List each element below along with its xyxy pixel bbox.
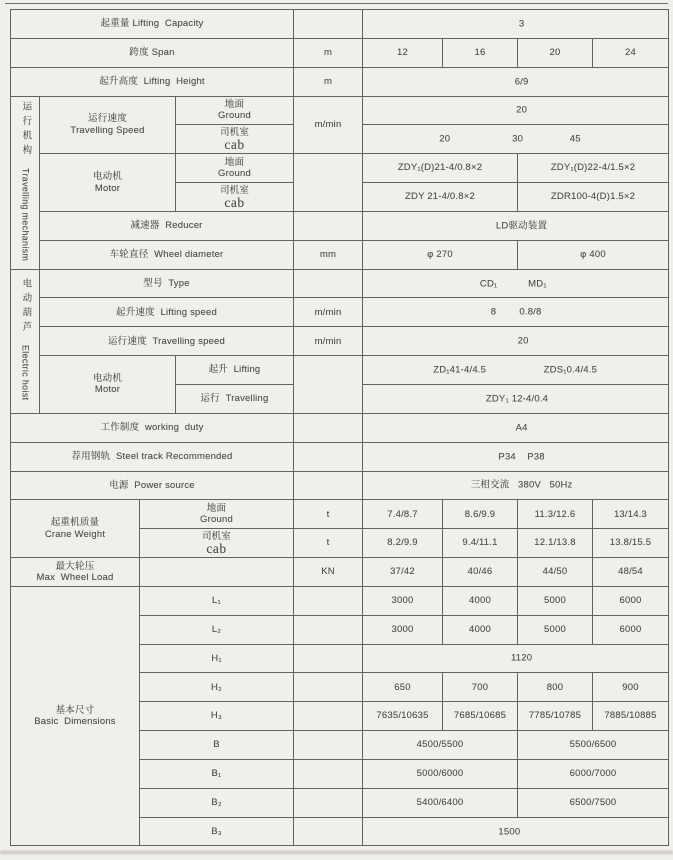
- row-crane-weight-ground: [11, 500, 669, 529]
- crane-weight-ground-v3: 11.3/12.6: [518, 500, 593, 529]
- hoist-lifting-speed-v2: 0.8/8: [519, 306, 542, 318]
- span-value-12: 12: [363, 38, 443, 67]
- row-power-source: [11, 471, 669, 500]
- steel-track-value: P34 P38: [498, 450, 545, 462]
- working-duty-label: 工作制度 working duty: [11, 413, 294, 442]
- dim-l2-unit: [294, 615, 363, 644]
- cab-speed-30: 30: [512, 133, 524, 145]
- electric-hoist-vertical-label: [20, 278, 31, 400]
- cab-speed-20: 20: [439, 133, 451, 145]
- dim-l1-v4: 6000: [593, 586, 669, 615]
- motor-ground-right-value: ZDY₁(D)22-4/1.5×2: [518, 154, 669, 183]
- dim-b1-left: 5000/6000: [363, 759, 518, 788]
- wheel-diameter-400: φ 400: [518, 240, 669, 269]
- motor-unit: [294, 154, 363, 212]
- crane-weight-label: [11, 500, 140, 558]
- travelling-speed-unit: m/min: [294, 96, 363, 154]
- ground-en: Ground: [218, 110, 251, 122]
- row-travelling-speed-ground: [11, 96, 669, 125]
- dim-l1-v3: 5000: [518, 586, 593, 615]
- working-duty-value: A4: [515, 422, 528, 434]
- crane-weight-cab-v2: 9.4/11.1: [443, 529, 518, 558]
- lifting-height-value-cell: [363, 67, 669, 96]
- dim-b2-sublabel: B₂: [140, 788, 294, 817]
- dim-l2-v1: 3000: [363, 615, 443, 644]
- dim-h2-v3: 800: [518, 673, 593, 702]
- crane-weight-ground-v2: 8.6/9.9: [443, 500, 518, 529]
- hoist-type-md1: MD₁: [528, 277, 547, 289]
- travelling-speed-label: [40, 96, 176, 154]
- span-value-24: 24: [593, 38, 669, 67]
- crane-weight-ground-sublabel: [140, 500, 294, 529]
- crane-weight-en: Crane Weight: [44, 528, 106, 540]
- dim-b3-value-cell: [363, 817, 669, 846]
- dim-h3-v4: 7885/10885: [593, 702, 669, 731]
- dim-h2-v2: 700: [443, 673, 518, 702]
- electric-hoist-en: Electric hoist: [20, 345, 31, 401]
- basic-dimensions-en: Basic Dimensions: [34, 716, 116, 728]
- motor-zh: 电动机: [92, 171, 123, 183]
- basic-dimensions-zh: 基本尺寸: [55, 704, 95, 716]
- dim-b2-right: 6500/7500: [518, 788, 669, 817]
- lifting-height-value: 6/9: [514, 75, 529, 87]
- hoist-lifting-speed-v1: 8: [490, 306, 497, 318]
- working-duty-value-cell: [363, 413, 669, 442]
- crane-weight-cab-v4: 13.8/15.5: [593, 529, 669, 558]
- dim-b3-unit: [294, 817, 363, 846]
- hoist-travelling-speed-value-cell: [363, 327, 669, 356]
- lifting-capacity-value: 3: [518, 18, 525, 30]
- travelling-speed-en: Travelling Speed: [70, 124, 145, 136]
- hoist-motor-travelling-value-cell: [363, 384, 669, 413]
- max-wheel-load-v2: 40/46: [443, 558, 518, 587]
- steel-track-label: 荐用钢轨 Steel track Recommended: [11, 442, 294, 471]
- max-wheel-load-empty-cell: [140, 558, 294, 587]
- dim-b-sublabel: B: [140, 731, 294, 760]
- dim-b-right: 5500/6500: [518, 731, 669, 760]
- hoist-motor-label: [40, 356, 176, 414]
- max-wheel-load-v1: 37/42: [363, 558, 443, 587]
- travelling-speed-ground-value-cell: [363, 96, 669, 125]
- max-wheel-load-zh: 最大轮压: [55, 560, 95, 572]
- row-dim-l1: [11, 586, 669, 615]
- cab-en: cab: [224, 137, 245, 153]
- reducer-value: LD驱动装置: [495, 220, 548, 232]
- hoist-motor-en: Motor: [94, 384, 121, 396]
- dim-b-left: 4500/5500: [363, 731, 518, 760]
- hoist-lifting-speed-label: 起升速度 Lifting speed: [40, 298, 294, 327]
- max-wheel-load-v4: 48/54: [593, 558, 669, 587]
- hoist-motor-lifting-values-cell: [363, 356, 669, 385]
- wheel-diameter-label: 车轮直径 Wheel diameter: [40, 240, 294, 269]
- span-value-16: 16: [443, 38, 518, 67]
- span-value-20: 20: [518, 38, 593, 67]
- dim-h3-sublabel: H₃: [140, 702, 294, 731]
- hoist-motor-zh: 电动机: [92, 373, 123, 385]
- motor-en: Motor: [94, 182, 121, 194]
- crane-weight-ground-v1: 7.4/8.7: [363, 500, 443, 529]
- hoist-travelling-speed-label: 运行速度 Travelling speed: [40, 327, 294, 356]
- dim-h1-value: 1120: [510, 652, 533, 664]
- dim-h2-unit: [294, 673, 363, 702]
- crane-weight-ground-unit: t: [294, 500, 363, 529]
- top-rule-line: [5, 3, 668, 4]
- motor-ground-left-value: ZDY₁(D)21-4/0.8×2: [363, 154, 518, 183]
- ground-zh: 地面: [224, 156, 245, 168]
- motor-label: [40, 154, 176, 212]
- section-electric-hoist: [11, 269, 40, 413]
- section-travelling-mechanism: [11, 96, 40, 269]
- power-source-value: 三相交流 380V 50Hz: [470, 479, 573, 491]
- ground-en: Ground: [218, 168, 251, 180]
- dim-b3-sublabel: B₃: [140, 817, 294, 846]
- hoist-lifting-speed-unit: m/min: [294, 298, 363, 327]
- max-wheel-load-unit: KN: [294, 558, 363, 587]
- dim-b3-value: 1500: [498, 825, 521, 837]
- dim-b1-unit: [294, 759, 363, 788]
- lifting-capacity-value-cell: [363, 10, 669, 39]
- travelling-mechanism-vertical-label: [20, 101, 31, 261]
- row-hoist-motor-lifting: [11, 356, 669, 385]
- dim-b2-left: 5400/6400: [363, 788, 518, 817]
- dim-l1-sublabel: L₁: [140, 586, 294, 615]
- reducer-unit: [294, 211, 363, 240]
- basic-dimensions-label: [11, 586, 140, 846]
- cab-speed-45: 45: [569, 133, 581, 145]
- hoist-type-unit: [294, 269, 363, 298]
- row-hoist-type: [11, 269, 669, 298]
- motor-cab-sublabel: [176, 183, 294, 212]
- dim-h3-v2: 7685/10685: [443, 702, 518, 731]
- dim-l1-v2: 4000: [443, 586, 518, 615]
- row-lifting-height: [11, 67, 669, 96]
- row-motor-ground: [11, 154, 669, 183]
- hoist-type-cd1: CD₁: [479, 277, 498, 289]
- travelling-speed-cab-sublabel: [176, 125, 294, 154]
- row-max-wheel-load: [11, 558, 669, 587]
- power-source-value-cell: [363, 471, 669, 500]
- dim-b2-unit: [294, 788, 363, 817]
- row-steel-track: [11, 442, 669, 471]
- crane-weight-cab-unit: t: [294, 529, 363, 558]
- hoist-motor-travelling-value: ZDY₁ 12-4/0.4: [485, 393, 549, 405]
- row-hoist-lifting-speed: [11, 298, 669, 327]
- crane-weight-cab-sublabel: [140, 529, 294, 558]
- row-hoist-travelling-speed: [11, 327, 669, 356]
- lifting-height-label: 起升高度 Lifting Height: [11, 67, 294, 96]
- crane-weight-zh: 起重机质量: [50, 517, 100, 529]
- dim-h3-unit: [294, 702, 363, 731]
- wheel-diameter-270: φ 270: [363, 240, 518, 269]
- dim-h2-v4: 900: [593, 673, 669, 702]
- travelling-speed-ground-value: 20: [516, 104, 528, 116]
- hoist-lifting-speed-values-cell: [363, 298, 669, 327]
- travelling-speed-cab-values-cell: [363, 125, 669, 154]
- travelling-speed-zh: 运行速度: [88, 113, 127, 125]
- ground-zh: 地面: [206, 502, 227, 514]
- max-wheel-load-label: [11, 558, 140, 587]
- wheel-diameter-unit: mm: [294, 240, 363, 269]
- hoist-motor-lifting-v1: ZD₁41-4/4.5: [433, 364, 487, 376]
- dim-l2-v2: 4000: [443, 615, 518, 644]
- hoist-motor-lifting-v2: ZDS₁0.4/4.5: [543, 364, 598, 376]
- dim-l2-sublabel: L₂: [140, 615, 294, 644]
- power-source-unit: [294, 471, 363, 500]
- motor-cab-right-value: ZDR100-4(D)1.5×2: [518, 183, 669, 212]
- crane-weight-cab-v3: 12.1/13.8: [518, 529, 593, 558]
- bottom-scan-smudge: [0, 851, 673, 854]
- travelling-mechanism-zh: 运行机构: [20, 100, 32, 159]
- electric-hoist-zh: 电动葫芦: [20, 278, 32, 337]
- row-working-duty: [11, 413, 669, 442]
- cab-zh: 司机室: [219, 184, 250, 196]
- power-source-label: 电源 Power source: [11, 471, 294, 500]
- dim-l1-unit: [294, 586, 363, 615]
- row-lifting-capacity: [11, 10, 669, 39]
- cab-en: cab: [224, 194, 245, 210]
- reducer-label: 减速器 Reducer: [40, 211, 294, 240]
- dim-h1-value-cell: [363, 644, 669, 673]
- steel-track-value-cell: [363, 442, 669, 471]
- row-wheel-diameter: [11, 240, 669, 269]
- cab-en: cab: [206, 541, 227, 557]
- ground-zh: 地面: [224, 99, 245, 111]
- cab-zh: 司机室: [201, 530, 232, 542]
- ground-en: Ground: [200, 514, 233, 526]
- max-wheel-load-en: Max Wheel Load: [36, 571, 114, 583]
- dim-l2-v4: 6000: [593, 615, 669, 644]
- motor-ground-sublabel: [176, 154, 294, 183]
- dim-b1-right: 6000/7000: [518, 759, 669, 788]
- hoist-type-label: 型号 Type: [40, 269, 294, 298]
- dim-h3-v1: 7635/10635: [363, 702, 443, 731]
- crane-weight-ground-v4: 13/14.3: [593, 500, 669, 529]
- cab-zh: 司机室: [219, 126, 250, 138]
- reducer-value-cell: [363, 211, 669, 240]
- span-label: 跨度 Span: [11, 38, 294, 67]
- hoist-motor-unit: [294, 356, 363, 414]
- hoist-motor-lifting-sublabel: 起升 Lifting: [176, 356, 294, 385]
- max-wheel-load-v3: 44/50: [518, 558, 593, 587]
- hoist-travelling-speed-unit: m/min: [294, 327, 363, 356]
- dim-l1-v1: 3000: [363, 586, 443, 615]
- dim-h1-sublabel: H₁: [140, 644, 294, 673]
- working-duty-unit: [294, 413, 363, 442]
- crane-spec-table: [10, 9, 669, 846]
- lifting-height-unit: m: [294, 67, 363, 96]
- dim-h1-unit: [294, 644, 363, 673]
- steel-track-unit: [294, 442, 363, 471]
- hoist-motor-travelling-sublabel: 运行 Travelling: [176, 384, 294, 413]
- row-reducer: [11, 211, 669, 240]
- dim-h2-sublabel: H₂: [140, 673, 294, 702]
- travelling-speed-ground-sublabel: [176, 96, 294, 125]
- dim-h2-v1: 650: [363, 673, 443, 702]
- dim-b1-sublabel: B₁: [140, 759, 294, 788]
- hoist-type-values-cell: [363, 269, 669, 298]
- lifting-capacity-unit: [294, 10, 363, 39]
- motor-cab-left-value: ZDY 21-4/0.8×2: [363, 183, 518, 212]
- hoist-travelling-speed-value: 20: [517, 335, 529, 347]
- travelling-mechanism-en: Travelling mechanism: [20, 167, 31, 261]
- lifting-capacity-label: 起重量 Lifting Capacity: [11, 10, 294, 39]
- row-span: [11, 38, 669, 67]
- dim-h3-v3: 7785/10785: [518, 702, 593, 731]
- span-unit: m: [294, 38, 363, 67]
- dim-b-unit: [294, 731, 363, 760]
- crane-weight-cab-v1: 8.2/9.9: [363, 529, 443, 558]
- dim-l2-v3: 5000: [518, 615, 593, 644]
